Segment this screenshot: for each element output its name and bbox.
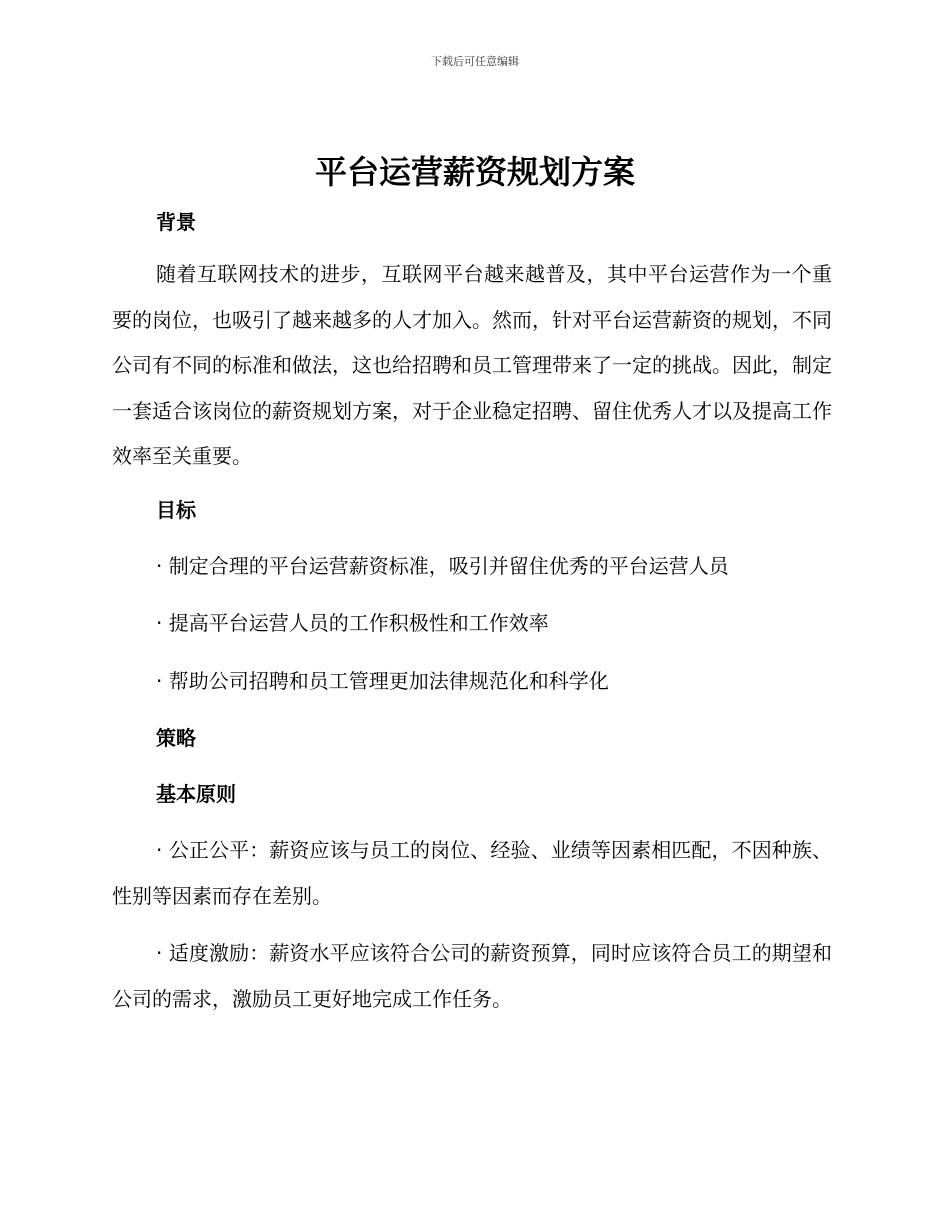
section-heading-strategy: 策略 [156,726,196,750]
background-paragraph: 随着互联网技术的进步，互联网平台越来越普及，其中平台运营作为一个重要的岗位，也吸引了越来越多的人才加入。然而，针对平台运营薪资的规划，不同公司有不同的标准和做法，这也给招聘和员工管理带来了一定的挑战。因此，制定一套适合该岗位的薪资规划方案，对于企业稳定招聘、留住优秀人才以及提高工作效率至关重要。 [112,262,832,468]
document-title: 平台运营薪资规划方案 [314,153,635,191]
goal-item: · 帮助公司招聘和员工管理更加法律规范化和科学化 [156,668,609,693]
principle-item: · 公正公平：薪资应该与员工的岗位、经验、业绩等因素相匹配，不因种族、性别等因素而存在差别。 [112,838,832,908]
section-heading-background: 背景 [156,210,196,234]
principle-item: · 适度激励：薪资水平应该符合公司的薪资预算，同时应该符合员工的期望和公司的需求，激励员工更好地完成工作任务。 [112,941,832,1011]
goal-item: · 制定合理的平台运营薪资标准，吸引并留住优秀的平台运营人员 [156,553,729,578]
document-body [112,200,832,1022]
subsection-heading-principles: 基本原则 [156,782,236,806]
header-note: 下载后可任意编辑 [431,55,519,68]
goal-item: · 提高平台运营人员的工作积极性和工作效率 [156,611,549,635]
section-heading-goals: 目标 [156,497,196,522]
